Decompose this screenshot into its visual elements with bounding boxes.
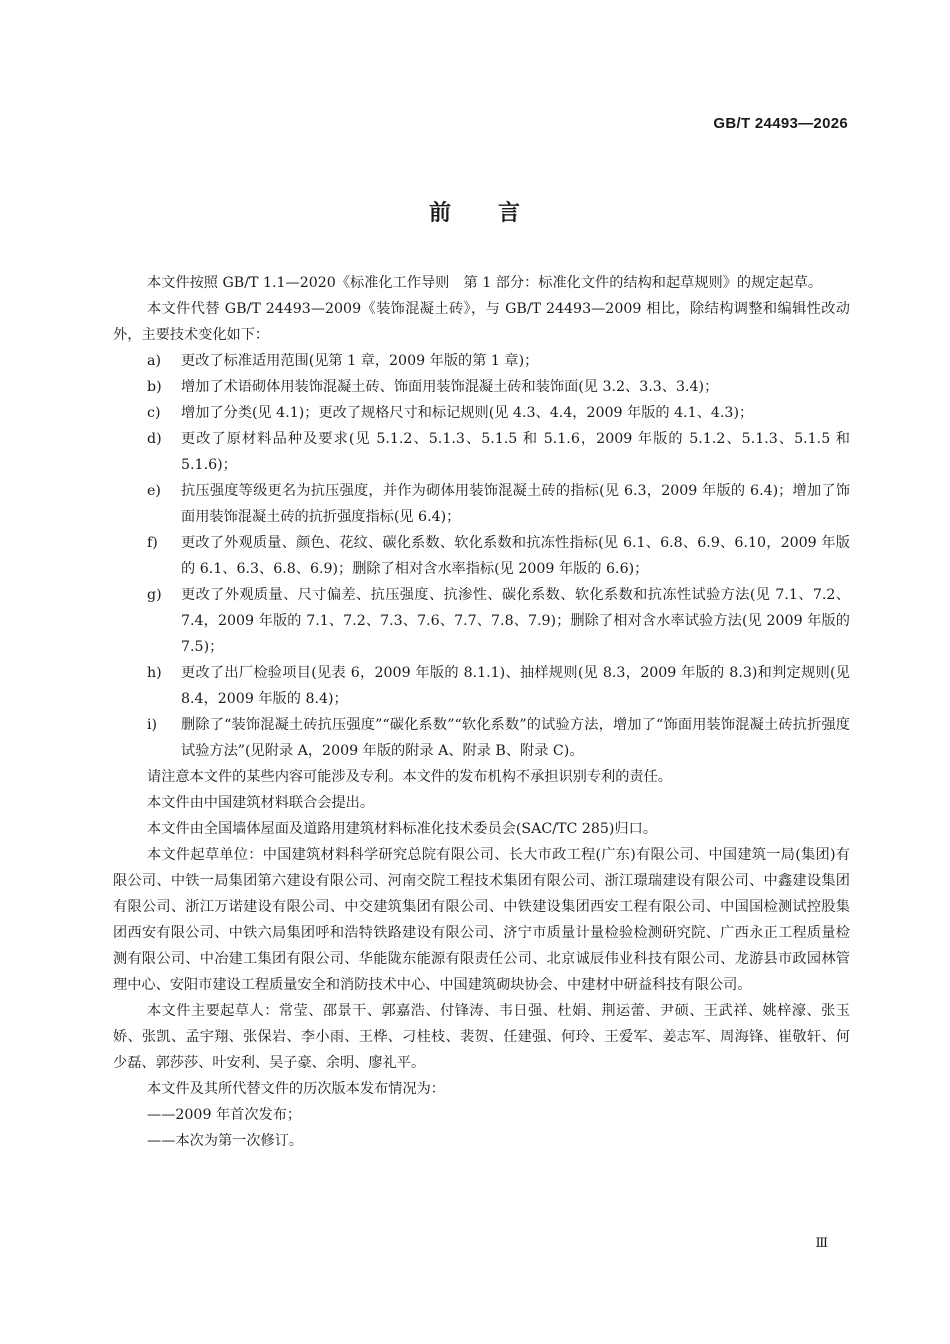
list-marker: d) <box>147 431 162 447</box>
list-item-text: 增加了分类(见 4.1)；更改了规格尺寸和标记规则(见 4.3、4.4，2009 年版的 4.1、4.3)； <box>181 405 754 421</box>
history-item-1: ——2009 年首次发布； <box>147 1107 302 1123</box>
list-marker: i) <box>147 717 158 733</box>
list-marker: g) <box>147 587 162 603</box>
list-item <box>113 530 850 582</box>
list-marker: b) <box>147 379 162 395</box>
title-char-1: 前 <box>428 201 452 226</box>
history-item-2: ——本次为第一次修订。 <box>147 1133 304 1149</box>
page-number: Ⅲ <box>815 1236 828 1251</box>
list-item <box>113 348 850 374</box>
list-item-text: 更改了标准适用范围(见第 1 章，2009 年版的第 1 章)； <box>181 353 539 369</box>
paragraph-committee: 本文件由全国墙体屋面及道路用建筑材料标准化技术委员会(SAC/TC 285)归口。 <box>147 821 658 837</box>
list-item-text: 更改了外观质量、尺寸偏差、抗压强度、抗渗性、碳化系数、软化系数和抗冻性试验方法(见 7.1、7.2、7.4，2009 年版的 7.1、7.2、7.3、7.6、7.7、7.8、7.9)；删除了相对含水率试验方法(见 2009 年版的 7.5)； <box>181 587 850 655</box>
list-marker: f) <box>147 535 158 551</box>
list-item-text: 更改了原材料品种及要求(见 5.1.2、5.1.3、5.1.5 和 5.1.6，2009 年版的 5.1.2、5.1.3、5.1.5 和 5.1.6)； <box>181 431 850 473</box>
list-item <box>113 400 850 426</box>
paragraph-patent-notice: 请注意本文件的某些内容可能涉及专利。本文件的发布机构不承担识别专利的责任。 <box>147 769 672 785</box>
list-item-text: 更改了出厂检验项目(见表 6，2009 年版的 8.1.1)、抽样规则(见 8.3，2009 年版的 8.3)和判定规则(见 8.4，2009 年版的 8.4)； <box>181 665 850 707</box>
list-item <box>113 374 850 400</box>
list-marker: a) <box>147 353 161 369</box>
paragraph-drafting-rules: 本文件按照 GB/T 1.1—2020《标准化工作导则 第 1 部分：标准化文件的结构和起草规则》的规定起草。 <box>147 275 823 291</box>
list-marker: e) <box>147 483 161 499</box>
foreword-body <box>113 270 850 1154</box>
paragraph-drafting-units: 本文件起草单位：中国建筑材料科学研究总院有限公司、长大市政工程(广东)有限公司、中国建筑一局(集团)有限公司、中铁一局集团第六建设有限公司、河南交院工程技术集团有限公司、浙江璟瑞建设有限公司、中鑫建设集团有限公司、浙江万诺建设有限公司、中交建筑集团有限公司、中铁建设集团西安工程有限公司、中国国检测试控股集团西安有限公司、中铁六局集团呼和浩特铁路建设有限公司、济宁市质量计量检验检测研究院、广西永正工程质量检测有限公司、中冶建工集团有限公司、华能陇东能源有限责任公司、北京诚辰伟业科技有限公司、龙游县市政园林管理中心、安阳市建设工程质量安全和消防技术中心、中国建筑砌块协会、中建材中研益科技有限公司。 <box>113 847 850 993</box>
list-item <box>113 478 850 530</box>
title-char-2: 言 <box>498 201 522 226</box>
list-item-text: 删除了“装饰混凝土砖抗压强度”“碳化系数”“软化系数”的试验方法，增加了“饰面用装饰混凝土砖抗折强度试验方法”(见附录 A，2009 年版的附录 A、附录 B、附录 C)。 <box>181 717 850 759</box>
list-item-text: 抗压强度等级更名为抗压强度，并作为砌体用装饰混凝土砖的指标(见 6.3，2009 年版的 6.4)；增加了饰面用装饰混凝土砖的抗折强度指标(见 6.4)； <box>181 483 850 525</box>
standard-code: GB/T 24493—2026 <box>713 115 848 132</box>
list-marker: h) <box>147 665 162 681</box>
list-item <box>113 426 850 478</box>
list-item-text: 增加了术语砌体用装饰混凝土砖、饰面用装饰混凝土砖和装饰面(见 3.2、3.3、3.4)； <box>181 379 719 395</box>
list-item-text: 更改了外观质量、颜色、花纹、碳化系数、软化系数和抗冻性指标(见 6.1、6.8、6.9、6.10，2009 年版的 6.1、6.3、6.8、6.9)；删除了相对含水率指标(见 2009 年版的 6.6)； <box>181 535 850 577</box>
page-title <box>0 196 950 227</box>
list-item <box>113 582 850 660</box>
paragraph-drafters: 本文件主要起草人：常莹、邵景干、郭嘉浩、付锋涛、韦日强、杜娟、荆运蕾、尹硕、王武祥、姚梓濠、张玉娇、张凯、孟宇翔、张保岩、李小雨、王桦、刁桂枝、裴贺、任建强、何玲、王爱军、姜志军、周海锋、崔敬轩、何少磊、郭莎莎、叶安利、吴子豪、余明、廖礼平。 <box>113 1003 850 1071</box>
list-marker: c) <box>147 405 161 421</box>
paragraph-replacement: 本文件代替 GB/T 24493—2009《装饰混凝土砖》，与 GB/T 24493—2009 相比，除结构调整和编辑性改动外，主要技术变化如下： <box>113 301 850 343</box>
list-item <box>113 712 850 764</box>
paragraph-proposer: 本文件由中国建筑材料联合会提出。 <box>147 795 375 811</box>
paragraph-history-intro: 本文件及其所代替文件的历次版本发布情况为： <box>147 1081 445 1097</box>
list-item <box>113 660 850 712</box>
